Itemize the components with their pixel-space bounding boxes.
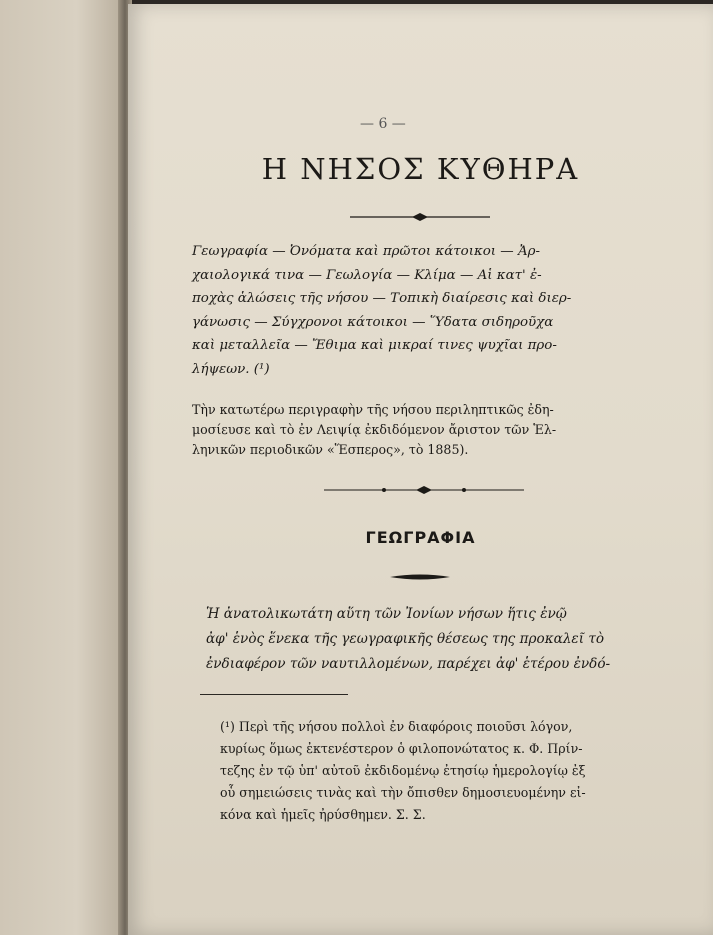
note-line: ληνικῶν περιοδικῶν «Ἕσπερος», τὸ 1885). <box>192 442 469 457</box>
footnote-line: τεζης ἐν τῷ ὑπ' αὐτοῦ ἐκδιδομένῳ ἐτησίῳ ἡμερολογίῳ ἐξ <box>220 763 586 778</box>
footnote-line: οὗ σημειώσεις τινὰς καὶ τὴν ὄπισθεν δημοσιευομένην εἰ- <box>220 785 586 800</box>
note-line: Τὴν κατωτέρω περιγραφὴν τῆς νήσου περιληπτικῶς ἐδη- <box>192 402 554 417</box>
summary-line: χαιολογικά τινα — Γεωλογία — Κλίμα — Αἱ κατ' ἐ- <box>192 267 542 283</box>
chapter-summary <box>192 240 682 382</box>
section-heading: ΓΕΩΓΡΑΦΙΑ <box>365 528 476 547</box>
title-ornament <box>350 212 490 222</box>
page-number: — 6 — <box>360 116 406 132</box>
footnote-line: κυρίως ὅμως ἐκτενέστερον ὁ φιλοπονώτατος κ. Φ. Πρίν- <box>220 741 583 756</box>
summary-line: γάνωσις — Σύγχρονοι κάτοικοι — Ὕδατα σιδηροῦχα <box>192 314 554 330</box>
footnote-line: (¹) Περὶ τῆς νήσου πολλοὶ ἐν διαφόροις ποιοῦσι λόγον, <box>220 719 573 734</box>
body-paragraph <box>206 602 686 677</box>
note-line: μοσίευσε καὶ τὸ ἐν Λειψίᾳ ἐκδιδόμενον ἄριστον τῶν Ἑλ- <box>192 422 557 437</box>
section-divider-ornament <box>324 485 524 495</box>
summary-line: λήψεων. (¹) <box>192 361 270 377</box>
summary-line: καὶ μεταλλεῖα — Ἔθιμα καὶ μικραί τινες ψυχῖαι προ- <box>192 338 557 354</box>
body-line: ἀφ' ἑνὸς ἕνεκα τῆς γεωγραφικῆς θέσεως της προκαλεῖ τὸ <box>206 631 605 647</box>
left-page-edge <box>0 0 128 935</box>
footnote <box>220 716 690 826</box>
body-line: ἐνδιαφέρον τῶν ναυτιλλομένων, παρέχει ἀφ' ἑτέρου ἐνδό- <box>206 656 611 672</box>
body-line: Ἡ ἀνατολικωτάτη αὕτη τῶν Ἰονίων νήσων ἥτις ἐνῷ <box>206 606 567 622</box>
publication-note <box>192 400 682 460</box>
heading-underline-ornament <box>390 572 450 582</box>
page-title: Η ΝΗΣΟΣ ΚΥΘΗΡΑ <box>261 152 580 186</box>
footnote-line: κόνα καὶ ἡμεῖς ἠρύσθημεν. Σ. Σ. <box>220 807 426 822</box>
summary-line: ποχὰς ἁλώσεις τῆς νήσου — Τοπικὴ διαίρεσις καὶ διερ- <box>192 291 572 307</box>
footnote-rule <box>200 694 348 695</box>
book-page <box>128 4 713 935</box>
summary-line: Γεωγραφία — Ὀνόματα καὶ πρῶτοι κάτοικοι — Ἀρ- <box>192 244 541 259</box>
